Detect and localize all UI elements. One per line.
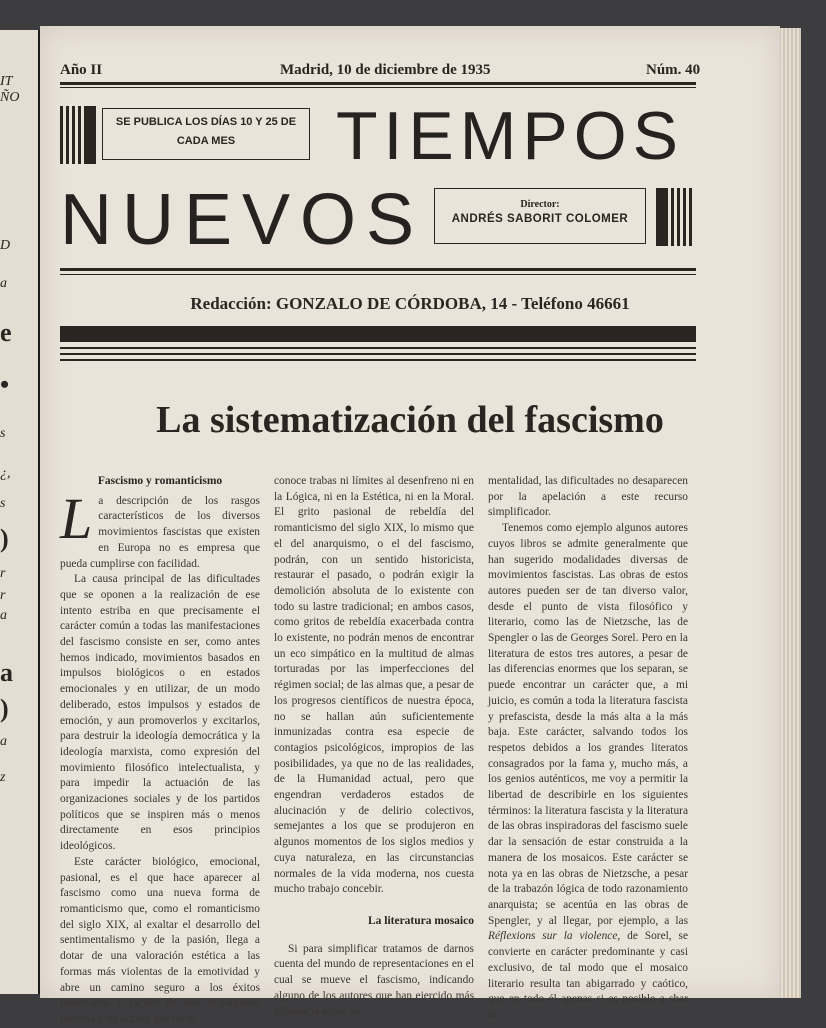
ornament-bars-left: [60, 106, 96, 164]
prev-page-glyph: IT: [0, 74, 13, 89]
prev-page-glyph: r: [0, 566, 6, 581]
prev-page-glyph: D: [0, 238, 11, 253]
heavy-bar-line-3: [60, 359, 696, 361]
masthead-rule-thin: [60, 274, 696, 275]
top-rule: [60, 82, 696, 85]
paragraph: La causa principal de las dificultades que se oponen a la realización de ese intento estriba en que precisamente el carácter común a todas las manifestaciones del fascismo consiste en ser, como antes hemos indicado, movimientos basados en impulsos biológicos o en estados emocionales y en utilizar, de un modo deliberado, estos impulsos y estados de emoción, y aun promoverlos y excitarlos, para destruir la ideología democrática y la ideología marxista, como expresión del movimiento filosófico intelectualista, y para impedir la actuación de las organizaciones sociales y de los partidos políticos que se inspiren más o menos directamente en esos principios ideológicos.: [60, 573, 260, 853]
masthead-nuevos: NUEVOS: [60, 180, 425, 260]
prev-page-glyph: a: [0, 734, 7, 749]
paragraph: Si para simplificar tratamos de darnos cuenta del mundo de representaciones en el cual se mueve el fascismo, indicando alguno de los autores que han ejercido más influencia sobre su: [274, 942, 474, 1018]
column-2: [274, 474, 474, 1020]
prev-page-glyph: ÑO: [0, 90, 20, 105]
paragraph: mentalidad, las dificultades no desaparecen por la apelación a este recurso simplificador.: [488, 475, 688, 519]
masthead-rule: [60, 268, 696, 271]
prev-page-glyph: a: [0, 276, 7, 291]
masthead-tiempos: TIEMPOS: [336, 98, 685, 174]
ornament-bars-right: [656, 188, 692, 246]
column-1: [60, 474, 260, 1028]
paragraph: conoce trabas ni límites al desenfreno ni en la Lógica, ni en la Estética, ni en la Moral. El grito pasional de rebeldía del romanticismo del siglo XIX, lo mismo que el del anarquismo, o el del fascismo, podrán, con un sentido historicista, restaurar el pasado, o podrán exigir la demolición absoluta de lo existente con todo su lastre tradicional; en ambos casos, como gritos de rebeldía exacerbada contra lo existente, no podrán menos de encontrar un eco simpático en la multitud de almas torturadas por las imperfecciones del régimen social; de las almas que, a pesar de los progresos científicos de nuestra época, no se hallan aún suficientemente inmunizadas contra esa especie de contagios psicológicos, impropios de las posibilidades, ya que no de las realidades, de la Humanidad actual, pero que engendran verdaderos estados de alucinación y de delirio colectivos, semejantes a los que se produjeron en algunos momentos de los siglos medios y cuya naturaleza, en las circunstancias normales de la vida moderna, nos cuesta mucho trabajo concebir.: [274, 475, 474, 896]
italic-title: Réflexions sur la violence,: [488, 930, 621, 943]
heavy-bar-line-1: [60, 347, 696, 349]
previous-page-fragment: [0, 30, 40, 994]
prev-page-glyph: z: [0, 770, 6, 785]
paragraph: Este carácter biológico, emocional, pasional, es el que hace aparecer al fascismo como una nueva forma de romanticismo que, como el romanticismo del siglo XIX, al exaltar el desarrollo del sentimentalismo y de la pasión, llega a dotar de una valoración estética a las formas más violentas de la emotividad y abre un camino seguro a los éxitos inmediatos y fáciles de una propaganda literaria y de acción que no re-: [60, 855, 260, 1025]
prev-page-glyph: ¿,: [0, 466, 11, 481]
prev-page-glyph: s: [0, 496, 6, 511]
column-3: [488, 474, 688, 1024]
drop-cap: L: [60, 485, 93, 551]
page-stack-edge: [778, 28, 801, 998]
prev-page-glyph: •: [0, 370, 10, 399]
schedule-text: SE PUBLICA LOS DÍAS 10 Y 25 DE CADA MES: [115, 116, 297, 147]
prev-page-glyph: r: [0, 588, 6, 603]
prev-page-glyph: s: [0, 426, 6, 441]
article-headline: La sistematización del fascismo: [156, 399, 664, 441]
director-name: ANDRÉS SABORIT COLOMER: [451, 213, 629, 225]
schedule-box: [102, 108, 310, 160]
heavy-bar-line-2: [60, 353, 696, 355]
issue-year: Año II: [60, 62, 103, 78]
prev-page-glyph: a: [0, 658, 13, 687]
issue-number: Núm. 40: [646, 62, 701, 78]
prev-page-glyph: ): [0, 524, 9, 553]
section-heading-fascismo-romanticismo: Fascismo y romanticismo: [97, 475, 223, 487]
prev-page-glyph: a: [0, 608, 7, 623]
issue-date: Madrid, 10 de diciembre de 1935: [280, 62, 491, 78]
section-heading-literatura-mosaico: La literatura mosaico: [367, 914, 474, 927]
heavy-bar: [60, 326, 696, 342]
prev-page-glyph: e: [0, 318, 12, 347]
redaccion-address: Redacción: GONZALO DE CÓRDOBA, 14 - Teléfono 46661: [190, 294, 630, 313]
newspaper-page: [40, 26, 780, 1025]
paragraph: La descripción de los rasgos característicos de los diversos movimientos fascistas que existen en Europa no es empresa que pueda cumplirse con facilidad.: [60, 485, 260, 570]
paragraph: Tenemos como ejemplo algunos autores cuyos libros se admite generalmente que han sugerido modalidades diversas de movimientos fascistas. Las obras de estos autores pueden ser de tan diverso valor, desde el punto de vista filosófico y literario, como las de Nietzsche, las de Spengler o las de Georges Sorel. Pero en la literatura de estos tres autores, a pesar de las diferencias enormes que los separan, se puede encontrar un carácter que, a mi juicio, es común a toda la literatura fascista y prefascista, desde la más alta a la más baja. Este carácter, salvando todos los respetos debidos a los grandes literatos consagrados por la fama y, mucho más, a los genios auténticos, me voy a permitir la libertad de describirle en los siguientes términos: la literatura fascista y la literatura de las obras inspiradoras del fascismo suele dar la sensación de estar construida a la manera de los mosaicos. Este carácter se nota ya en las obras de Nietzsche, a pesar de la trabazón lógica de todo razonamiento anarquista; se acentúa en las obras de Spengler, y al llegar, por ejemplo, a las Réflexions sur la violence, de Sorel, se convierte en carácter predominante y casi exclusivo, de tal modo que el mosaico literario resulta tan abigarrado y caótico, que en todo él apenas si es posible a sbar al-: [488, 522, 689, 1021]
prev-page-glyph: ): [0, 694, 9, 723]
top-rule-thin: [60, 87, 696, 88]
director-label: Director:: [520, 199, 560, 210]
director-box: [434, 188, 646, 244]
